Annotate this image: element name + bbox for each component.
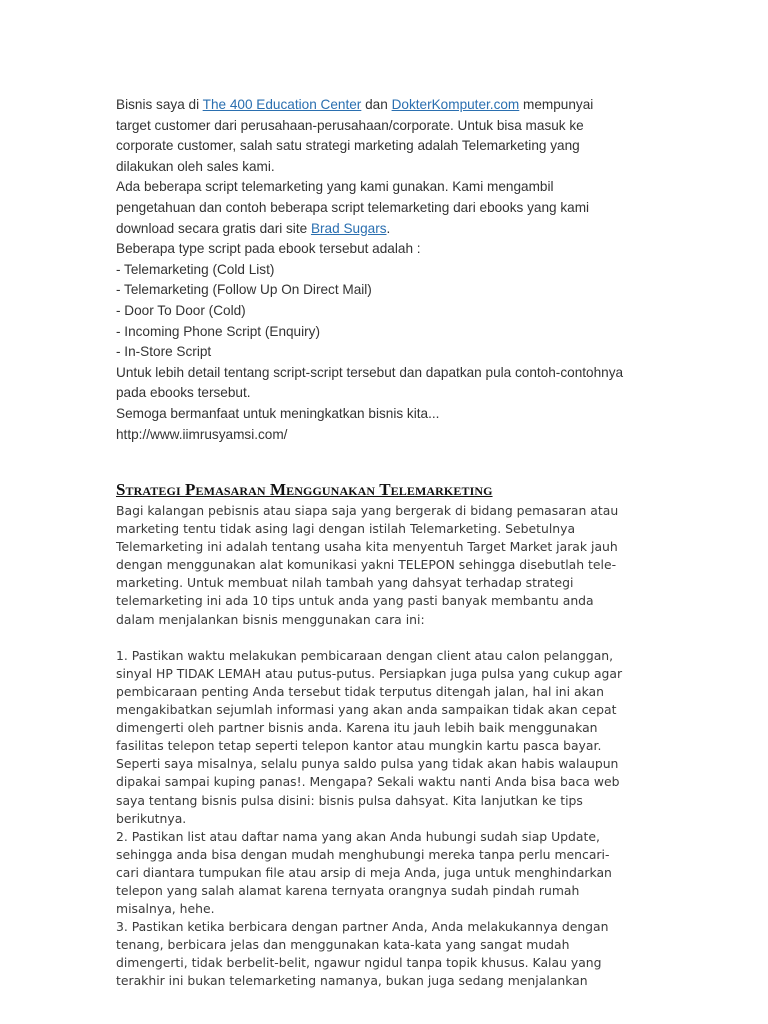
site-url: http://www.iimrusyamsi.com/ bbox=[116, 426, 288, 442]
text-line: dengan menggunakan alat komunikasi yakni TELEPON sehingga disebutlah tele- bbox=[116, 557, 617, 573]
list-item: - Telemarketing (Follow Up On Direct Mail) bbox=[116, 282, 372, 298]
link-400-education-center[interactable]: The 400 Education Center bbox=[202, 97, 362, 112]
intro-section bbox=[116, 95, 656, 445]
tip-3-line: tenang, berbicara jelas dan menggunakan kata-kata yang sangat mudah bbox=[116, 937, 570, 953]
article-body bbox=[116, 502, 676, 991]
text-line: dilakukan oleh sales kami. bbox=[116, 158, 275, 174]
text: mempunyai bbox=[519, 97, 594, 112]
text: . bbox=[386, 220, 391, 236]
tip-1-line: sinyal HP TIDAK LEMAH atau putus-putus. Persiapkan juga pulsa yang cukup agar bbox=[116, 665, 623, 681]
tip-2-line: misalnya, hehe. bbox=[116, 901, 215, 917]
tip-1-line: saya tentang bisnis pulsa disini: bisnis pulsa dahsyat. Kita lanjutkan ke tips bbox=[116, 792, 583, 808]
tip-1-line: dimengerti oleh partner bisnis anda. Karena itu jauh lebih baik menggunakan bbox=[116, 720, 598, 736]
link-dokterkomputer[interactable]: DokterKomputer.com bbox=[391, 97, 520, 112]
tip-2-line: cari diantara tumpukan file atau arsip di meja Anda, juga untuk menghindarkan bbox=[116, 864, 612, 880]
text-line: Telemarketing ini adalah tentang usaha kita menyentuh Target Market jarak jauh bbox=[116, 539, 618, 555]
text-line: target customer dari perusahaan-perusahaan/corporate. Untuk bisa masuk ke bbox=[116, 117, 584, 133]
intro-paragraph-2-last-line bbox=[116, 219, 656, 240]
text: Bisnis saya di bbox=[116, 97, 203, 112]
text-line: dalam menjalankan bisnis menggunakan cara ini: bbox=[116, 611, 425, 627]
text: dan bbox=[361, 97, 392, 112]
list-item: - Telemarketing (Cold List) bbox=[116, 261, 275, 277]
text-line: telemarketing ini ada 10 tips untuk anda yang pasti banyak membantu anda bbox=[116, 593, 594, 609]
text-line: Bagi kalangan pebisnis atau siapa saja yang bergerak di bidang pemasaran atau bbox=[116, 503, 619, 518]
tip-1-line: Seperti saya misalnya, selalu punya saldo pulsa yang tidak akan habis walaupun bbox=[116, 756, 619, 772]
tip-3-line: terakhir ini bukan telemarketing namanya, bukan juga sedang menjalankan bbox=[116, 973, 588, 989]
spacer bbox=[116, 629, 676, 647]
link-brad-sugars[interactable]: Brad Sugars bbox=[310, 220, 387, 236]
tip-2-line: sehingga anda bisa dengan mudah menghubungi mereka tanpa perlu mencari- bbox=[116, 846, 610, 862]
tip-1-line: mengakibatkan sejumlah informasi yang akan anda sampaikan tidak akan cepat bbox=[116, 702, 617, 718]
tip-1-line: pembicaraan penting Anda tersebut tidak terputus ditengah jalan, hal ini akan bbox=[116, 683, 605, 699]
text-line: pengetahuan dan contoh beberapa script telemarketing dari ebooks yang kami bbox=[116, 199, 590, 215]
tip-1-line: dipakai sampai kuping panas!. Mengapa? Sekali waktu nanti Anda bisa baca web bbox=[116, 774, 620, 790]
tip-2-line: telepon yang salah alamat karena ternyata orangnya sudah pindah rumah bbox=[116, 882, 580, 898]
text: download secara gratis dari site bbox=[116, 220, 311, 236]
text-line: corporate customer, salah satu strategi marketing adalah Telemarketing yang bbox=[116, 138, 580, 154]
list-item: - In-Store Script bbox=[116, 344, 212, 360]
intro-paragraph-1-first-line bbox=[116, 95, 656, 116]
text-line: pada ebooks tersebut. bbox=[116, 385, 251, 401]
article-title: Strategi Pemasaran Menggunakan Telemarketing bbox=[116, 480, 493, 499]
text-line: marketing. Untuk membuat nilah tambah yang dahsyat terhadap strategi bbox=[116, 575, 574, 591]
tip-3-line: 3. Pastikan ketika berbicara dengan partner Anda, Anda melakukannya dengan bbox=[116, 919, 609, 935]
tip-1-line: fasilitas telepon tetap seperti telepon kantor atau mungkin kartu pasca bayar. bbox=[116, 738, 602, 754]
list-item: - Door To Door (Cold) bbox=[116, 302, 246, 318]
tip-3-line: dimengerti, tidak berbelit-belit, ngawur ngidul tanpa topik khusus. Kalau yang bbox=[116, 955, 602, 971]
text-line: Ada beberapa script telemarketing yang kami gunakan. Kami mengambil bbox=[116, 179, 554, 195]
text-line: marketing tentu tidak asing lagi dengan istilah Telemarketing. Sebetulnya bbox=[116, 521, 576, 537]
text-line: Semoga bermanfaat untuk meningkatkan bisnis kita... bbox=[116, 405, 440, 421]
tip-2-line: 2. Pastikan list atau daftar nama yang akan Anda hubungi sudah siap Update, bbox=[116, 828, 600, 844]
tip-1-line: 1. Pastikan waktu melakukan pembicaraan dengan client atau calon pelanggan, bbox=[116, 647, 614, 663]
list-intro: Beberapa type script pada ebook tersebut adalah : bbox=[116, 241, 421, 257]
tip-1-line: berikutnya. bbox=[116, 810, 187, 826]
list-item: - Incoming Phone Script (Enquiry) bbox=[116, 323, 320, 339]
text-line: Untuk lebih detail tentang script-script tersebut dan dapatkan pula contoh-contohnya bbox=[116, 364, 624, 380]
